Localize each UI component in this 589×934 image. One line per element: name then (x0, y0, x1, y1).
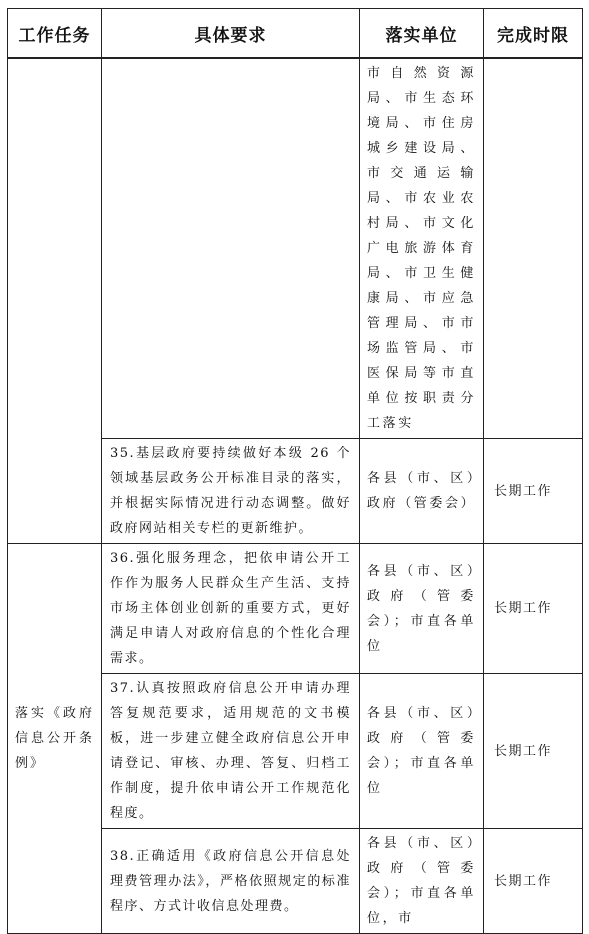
requirement-text: 37.认真按照政府信息公开申请办理答复规范要求，适用规范的文书模板，进一步建立健全政府信息公开申请登记、审核、办理、答复、归档工作制度，提升依申请公开工作规范化程度。 (110, 681, 351, 821)
deadline-cell (484, 58, 583, 439)
table-row (8, 544, 583, 674)
work-task-table (7, 8, 583, 934)
deadline-text: 长期工作 (494, 483, 553, 499)
requirement-cell (102, 829, 360, 934)
task-cell-group (8, 544, 102, 934)
table-row (8, 58, 583, 439)
unit-cell (360, 58, 484, 439)
deadline-cell (484, 674, 583, 829)
unit-cell (360, 544, 484, 674)
requirement-cell (102, 58, 360, 439)
unit-text: 市自然资源局、市生态环境局、市住房城乡建设局、市交通运输局、市农业农村局、市文化广电旅游体育局、市卫生健康局、市应急管理局、市市场监管局、市医保局等市直单位按职责分工落实 (367, 66, 476, 431)
header-task: 工作任务 (8, 9, 102, 59)
requirement-cell (102, 544, 360, 674)
deadline-cell (484, 829, 583, 934)
header-unit: 落实单位 (360, 9, 484, 59)
requirement-text: 38.正确适用《政府信息公开信息处理费管理办法》，严格依照规定的标准程序、方式计收信息处理费。 (110, 848, 351, 914)
task-cell-continued (8, 58, 102, 544)
unit-text: 各县（市、区）政府（管委会）；市直各单位 (367, 706, 476, 796)
task-text: 落实《政府信息公开条例》 (15, 706, 94, 771)
unit-cell (360, 439, 484, 544)
requirement-cell (102, 674, 360, 829)
requirement-text: 36.强化服务理念，把依申请公开工作作为服务人民群众生产生活、支持市场主体创业创新的重要方式，更好满足申请人对政府信息的个性化合理需求。 (110, 551, 351, 666)
table-header-row (8, 9, 583, 59)
deadline-text: 长期工作 (494, 743, 553, 759)
requirement-cell (102, 439, 360, 544)
unit-cell (360, 674, 484, 829)
header-deadline: 完成时限 (484, 9, 583, 59)
unit-text: 各县（市、区）政府（管委会） (367, 471, 477, 511)
unit-cell (360, 829, 484, 934)
deadline-cell (484, 439, 583, 544)
deadline-cell (484, 544, 583, 674)
unit-text: 各县（市、区）政府（管委会）；市直各单位 (367, 563, 476, 654)
header-requirement: 具体要求 (102, 9, 360, 59)
deadline-text: 长期工作 (494, 601, 553, 616)
unit-text: 各县（市、区）政府（管委会）；市直各单位，市 (367, 836, 476, 926)
deadline-text: 长期工作 (494, 873, 553, 889)
requirement-text: 35.基层政府要持续做好本级 26 个领域基层政务公开标准目录的落实，并根据实际情况进行动态调整。做好政府网站相关专栏的更新维护。 (110, 446, 351, 536)
